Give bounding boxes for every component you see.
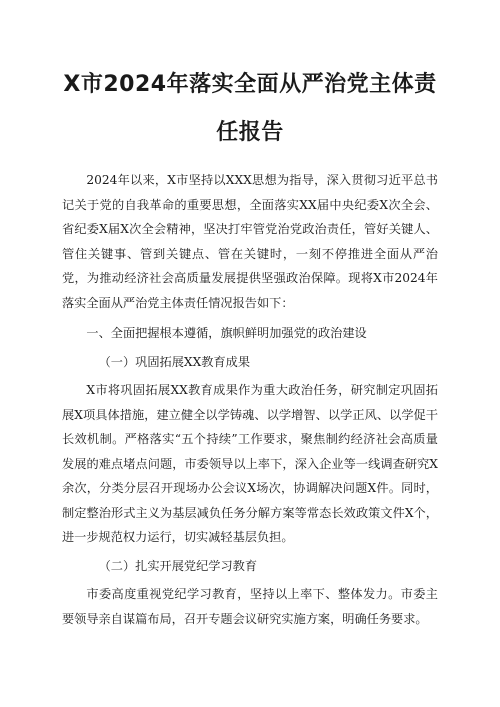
section-heading-1: 一、全面把握根本遵循，旗帜鲜明加强党的政治建设 [86,326,367,340]
document-title [62,72,438,146]
title-line-2: 任报告 [216,120,284,145]
subsection-heading-2: （二）扎实开展党纪学习教育 [98,558,258,573]
subsection-heading-1: （一）巩固拓展XX教育成果 [98,354,251,369]
subsection-1-paragraph: X市将巩固拓展XX教育成果作为重大政治任务，研究制定巩固拓展X项具体措施，建立健全以学铸魂、以学增智、以学正风、以学促干长效机制。严格落实“五个持续”工作要求，聚焦制约经济社会高质量发展的难点堵点问题，市委领导以上率下，深入企业等一线调查研究X余次，分类分层召开现场办公会议X场次，协调解决问题X件。同时，制定整治形式主义为基层减负任务分解方案等常态长效政策文件X个，进一步规范权力运行，切实减轻基层负担。 [62,383,438,544]
document-body [62,168,438,631]
intro-paragraph: 2024年以来，X市坚持以XXX思想为指导，深入贯彻习近平总书记关于党的自我革命的重要思想，全面落实XX届中央纪委X次全会、省纪委X届X次全会精神，坚决打牢管党治党政治责任，管好关键人、管住关键事、管到关键点、管在关键时，一刻不停推进全面从严治党，为推动经济社会高质量发展提供坚强政治保障。现将X市2024年落实全面从严治党主体责任情况报告如下： [62,173,438,310]
subsection-2-paragraph: 市委高度重视党纪学习教育，坚持以上率下、整体发力。市委主要领导亲自谋篇布局，召开专题会议研究实施方案，明确任务要求。 [62,587,438,626]
title-line-1: X市2024年落实全面从严治党主体责 [63,72,437,97]
